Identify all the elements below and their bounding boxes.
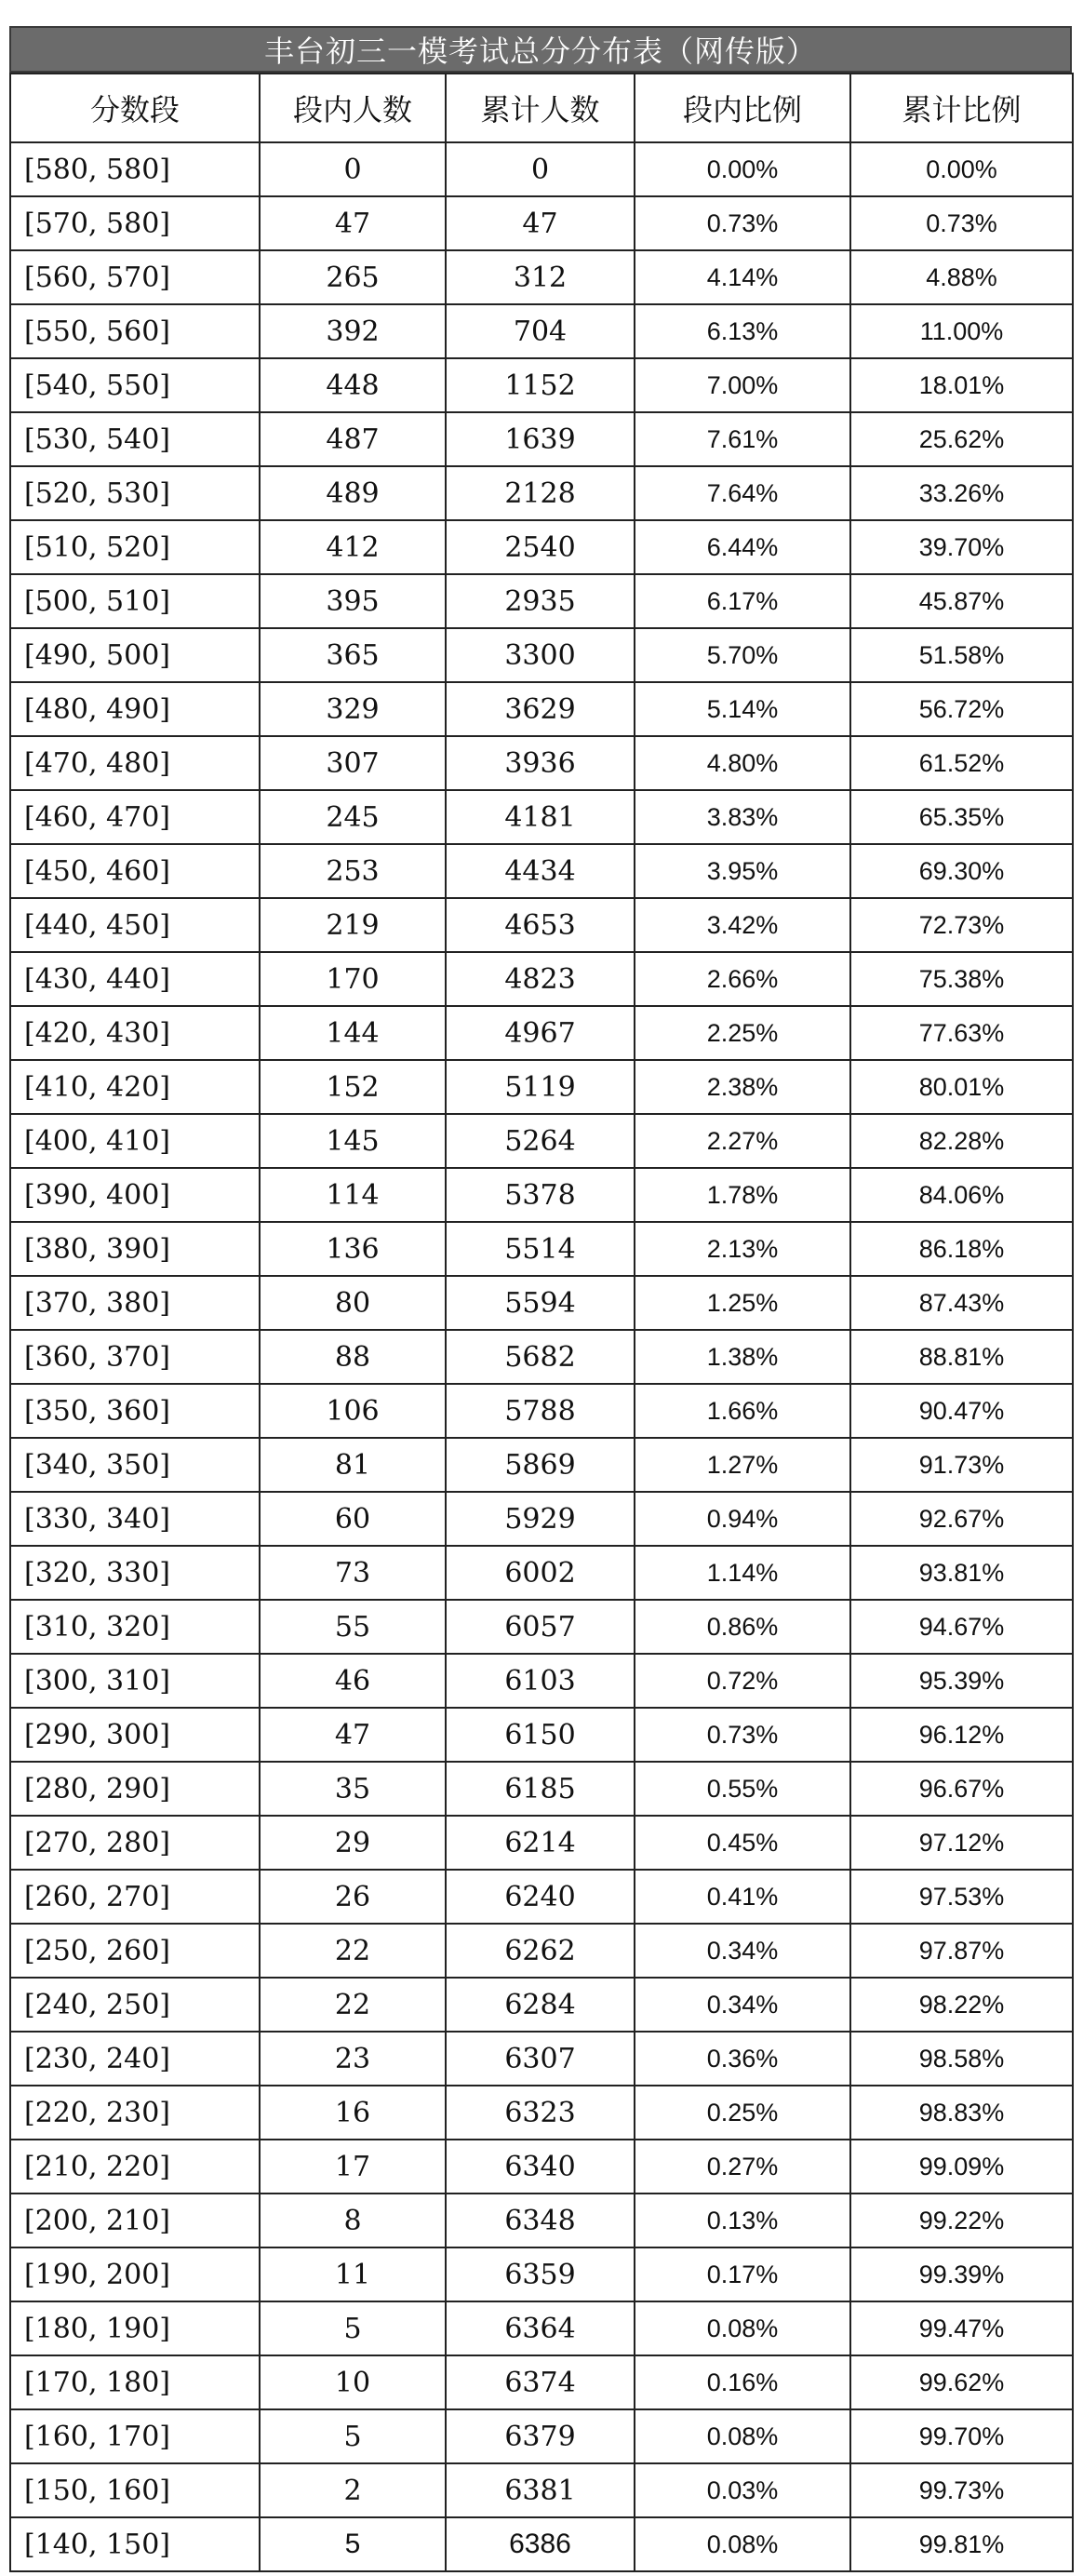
cumulative-count-cell: 0	[446, 142, 635, 196]
segment-ratio-cell: 0.55%	[635, 1762, 850, 1816]
table-row	[10, 196, 1073, 250]
cumulative-ratio-cell: 99.81%	[850, 2517, 1073, 2571]
cumulative-ratio-cell: 0.73%	[850, 196, 1073, 250]
table-row	[10, 1222, 1073, 1276]
cumulative-ratio-cell: 99.70%	[850, 2409, 1073, 2463]
segment-ratio-cell: 0.36%	[635, 2032, 850, 2086]
cumulative-ratio-cell: 99.09%	[850, 2140, 1073, 2194]
segment-count-cell: 0	[260, 142, 446, 196]
cumulative-count-cell: 704	[446, 304, 635, 358]
segment-count-cell: 106	[260, 1384, 446, 1438]
segment-count-cell: 5	[260, 2409, 446, 2463]
score-range-cell: [540, 550]	[10, 358, 260, 412]
cumulative-count-cell: 5869	[446, 1438, 635, 1492]
segment-ratio-cell: 2.66%	[635, 952, 850, 1006]
table-title: 丰台初三一模考试总分分布表（网传版）	[9, 26, 1072, 73]
table-row	[10, 2463, 1073, 2517]
segment-count-cell: 487	[260, 412, 446, 466]
cumulative-count-cell: 3300	[446, 628, 635, 682]
segment-count-cell: 412	[260, 520, 446, 574]
header-segment-ratio: 段内比例	[635, 74, 850, 142]
table-row	[10, 520, 1073, 574]
segment-ratio-cell: 1.78%	[635, 1168, 850, 1222]
table-row	[10, 1276, 1073, 1330]
cumulative-count-cell: 5929	[446, 1492, 635, 1546]
cumulative-ratio-cell: 51.58%	[850, 628, 1073, 682]
cumulative-count-cell: 2540	[446, 520, 635, 574]
segment-count-cell: 10	[260, 2355, 446, 2409]
table-row	[10, 412, 1073, 466]
score-range-cell: [300, 310]	[10, 1654, 260, 1708]
table-row	[10, 1600, 1073, 1654]
segment-ratio-cell: 2.13%	[635, 1222, 850, 1276]
cumulative-count-cell: 6359	[446, 2247, 635, 2301]
score-range-cell: [510, 520]	[10, 520, 260, 574]
table-row	[10, 898, 1073, 952]
score-range-cell: [280, 290]	[10, 1762, 260, 1816]
cumulative-count-cell: 312	[446, 250, 635, 304]
table-row	[10, 1924, 1073, 1978]
segment-count-cell: 11	[260, 2247, 446, 2301]
segment-count-cell: 22	[260, 1924, 446, 1978]
cumulative-count-cell: 1639	[446, 412, 635, 466]
score-range-cell: [320, 330]	[10, 1546, 260, 1600]
score-range-cell: [460, 470]	[10, 790, 260, 844]
table-row	[10, 1762, 1073, 1816]
segment-ratio-cell: 0.08%	[635, 2409, 850, 2463]
table-row	[10, 790, 1073, 844]
score-range-cell: [560, 570]	[10, 250, 260, 304]
cumulative-ratio-cell: 84.06%	[850, 1168, 1073, 1222]
score-range-cell: [150, 160]	[10, 2463, 260, 2517]
cumulative-ratio-cell: 97.12%	[850, 1816, 1073, 1870]
segment-ratio-cell: 2.38%	[635, 1060, 850, 1114]
segment-ratio-cell: 0.72%	[635, 1654, 850, 1708]
segment-ratio-cell: 1.25%	[635, 1276, 850, 1330]
score-range-cell: [160, 170]	[10, 2409, 260, 2463]
segment-count-cell: 88	[260, 1330, 446, 1384]
cumulative-count-cell: 6348	[446, 2194, 635, 2247]
cumulative-ratio-cell: 96.67%	[850, 1762, 1073, 1816]
score-range-cell: [370, 380]	[10, 1276, 260, 1330]
cumulative-ratio-cell: 99.22%	[850, 2194, 1073, 2247]
segment-ratio-cell: 7.00%	[635, 358, 850, 412]
table-row	[10, 1060, 1073, 1114]
cumulative-count-cell: 6374	[446, 2355, 635, 2409]
segment-ratio-cell: 0.03%	[635, 2463, 850, 2517]
table-row	[10, 844, 1073, 898]
cumulative-ratio-cell: 61.52%	[850, 736, 1073, 790]
table-row	[10, 2409, 1073, 2463]
cumulative-ratio-cell: 87.43%	[850, 1276, 1073, 1330]
score-range-cell: [450, 460]	[10, 844, 260, 898]
cumulative-count-cell: 4434	[446, 844, 635, 898]
cumulative-count-cell: 6364	[446, 2301, 635, 2355]
cumulative-ratio-cell: 4.88%	[850, 250, 1073, 304]
cumulative-count-cell: 6103	[446, 1654, 635, 1708]
score-range-cell: [360, 370]	[10, 1330, 260, 1384]
table-row	[10, 2355, 1073, 2409]
segment-count-cell: 392	[260, 304, 446, 358]
table-row	[10, 1330, 1073, 1384]
segment-count-cell: 145	[260, 1114, 446, 1168]
score-range-cell: [470, 480]	[10, 736, 260, 790]
segment-count-cell: 152	[260, 1060, 446, 1114]
segment-count-cell: 81	[260, 1438, 446, 1492]
segment-count-cell: 47	[260, 1708, 446, 1762]
cumulative-ratio-cell: 92.67%	[850, 1492, 1073, 1546]
segment-count-cell: 8	[260, 2194, 446, 2247]
table-body	[10, 142, 1073, 2571]
table-row	[10, 2517, 1073, 2571]
cumulative-ratio-cell: 77.63%	[850, 1006, 1073, 1060]
table-row	[10, 1816, 1073, 1870]
table-row	[10, 2247, 1073, 2301]
segment-count-cell: 35	[260, 1762, 446, 1816]
segment-count-cell: 114	[260, 1168, 446, 1222]
segment-count-cell: 5	[260, 2301, 446, 2355]
segment-count-cell: 46	[260, 1654, 446, 1708]
segment-count-cell: 16	[260, 2086, 446, 2140]
score-range-cell: [200, 210]	[10, 2194, 260, 2247]
segment-ratio-cell: 2.25%	[635, 1006, 850, 1060]
table-row	[10, 628, 1073, 682]
score-range-cell: [500, 510]	[10, 574, 260, 628]
cumulative-count-cell: 6386	[446, 2517, 635, 2571]
segment-count-cell: 60	[260, 1492, 446, 1546]
cumulative-ratio-cell: 97.53%	[850, 1870, 1073, 1924]
score-range-cell: [570, 580]	[10, 196, 260, 250]
cumulative-ratio-cell: 91.73%	[850, 1438, 1073, 1492]
header-cumulative-count: 累计人数	[446, 74, 635, 142]
segment-ratio-cell: 1.14%	[635, 1546, 850, 1600]
cumulative-count-cell: 5378	[446, 1168, 635, 1222]
segment-count-cell: 136	[260, 1222, 446, 1276]
table-row	[10, 952, 1073, 1006]
table-row	[10, 1438, 1073, 1492]
cumulative-count-cell: 6002	[446, 1546, 635, 1600]
segment-count-cell: 329	[260, 682, 446, 736]
table-row	[10, 1870, 1073, 1924]
segment-count-cell: 80	[260, 1276, 446, 1330]
segment-ratio-cell: 6.13%	[635, 304, 850, 358]
cumulative-ratio-cell: 93.81%	[850, 1546, 1073, 1600]
segment-count-cell: 265	[260, 250, 446, 304]
cumulative-count-cell: 6185	[446, 1762, 635, 1816]
table-row	[10, 574, 1073, 628]
cumulative-count-cell: 4181	[446, 790, 635, 844]
cumulative-ratio-cell: 39.70%	[850, 520, 1073, 574]
cumulative-ratio-cell: 90.47%	[850, 1384, 1073, 1438]
cumulative-count-cell: 5264	[446, 1114, 635, 1168]
table-row	[10, 358, 1073, 412]
score-range-cell: [190, 200]	[10, 2247, 260, 2301]
cumulative-count-cell: 5119	[446, 1060, 635, 1114]
table-row	[10, 2086, 1073, 2140]
cumulative-count-cell: 4653	[446, 898, 635, 952]
score-range-cell: [480, 490]	[10, 682, 260, 736]
cumulative-count-cell: 5594	[446, 1276, 635, 1330]
score-range-cell: [420, 430]	[10, 1006, 260, 1060]
cumulative-count-cell: 6284	[446, 1978, 635, 2032]
segment-count-cell: 47	[260, 196, 446, 250]
cumulative-ratio-cell: 99.47%	[850, 2301, 1073, 2355]
cumulative-count-cell: 3629	[446, 682, 635, 736]
segment-ratio-cell: 0.41%	[635, 1870, 850, 1924]
table-row	[10, 682, 1073, 736]
segment-ratio-cell: 0.94%	[635, 1492, 850, 1546]
segment-ratio-cell: 0.08%	[635, 2301, 850, 2355]
segment-count-cell: 448	[260, 358, 446, 412]
segment-ratio-cell: 0.13%	[635, 2194, 850, 2247]
segment-count-cell: 307	[260, 736, 446, 790]
segment-ratio-cell: 3.95%	[635, 844, 850, 898]
cumulative-count-cell: 4823	[446, 952, 635, 1006]
score-range-cell: [430, 440]	[10, 952, 260, 1006]
segment-ratio-cell: 0.86%	[635, 1600, 850, 1654]
segment-count-cell: 2	[260, 2463, 446, 2517]
table-row	[10, 2140, 1073, 2194]
score-distribution-sheet	[9, 26, 1072, 2572]
segment-count-cell: 29	[260, 1816, 446, 1870]
segment-ratio-cell: 1.38%	[635, 1330, 850, 1384]
cumulative-ratio-cell: 33.26%	[850, 466, 1073, 520]
score-range-cell: [170, 180]	[10, 2355, 260, 2409]
cumulative-ratio-cell: 80.01%	[850, 1060, 1073, 1114]
cumulative-ratio-cell: 88.81%	[850, 1330, 1073, 1384]
segment-count-cell: 26	[260, 1870, 446, 1924]
segment-count-cell: 144	[260, 1006, 446, 1060]
segment-ratio-cell: 0.16%	[635, 2355, 850, 2409]
score-range-cell: [550, 560]	[10, 304, 260, 358]
score-range-cell: [210, 220]	[10, 2140, 260, 2194]
cumulative-count-cell: 6262	[446, 1924, 635, 1978]
segment-ratio-cell: 0.25%	[635, 2086, 850, 2140]
table-row	[10, 1492, 1073, 1546]
segment-count-cell: 253	[260, 844, 446, 898]
table-row	[10, 1384, 1073, 1438]
cumulative-count-cell: 5682	[446, 1330, 635, 1384]
score-range-cell: [330, 340]	[10, 1492, 260, 1546]
cumulative-ratio-cell: 98.22%	[850, 1978, 1073, 2032]
cumulative-count-cell: 3936	[446, 736, 635, 790]
cumulative-ratio-cell: 75.38%	[850, 952, 1073, 1006]
table-row	[10, 1168, 1073, 1222]
segment-ratio-cell: 0.00%	[635, 142, 850, 196]
score-range-cell: [530, 540]	[10, 412, 260, 466]
table-row	[10, 304, 1073, 358]
segment-ratio-cell: 0.34%	[635, 1924, 850, 1978]
segment-ratio-cell: 5.70%	[635, 628, 850, 682]
table-row	[10, 250, 1073, 304]
score-range-cell: [340, 350]	[10, 1438, 260, 1492]
segment-ratio-cell: 1.66%	[635, 1384, 850, 1438]
segment-ratio-cell: 7.61%	[635, 412, 850, 466]
segment-ratio-cell: 4.14%	[635, 250, 850, 304]
segment-count-cell: 73	[260, 1546, 446, 1600]
cumulative-ratio-cell: 0.00%	[850, 142, 1073, 196]
cumulative-ratio-cell: 99.62%	[850, 2355, 1073, 2409]
segment-ratio-cell: 4.80%	[635, 736, 850, 790]
cumulative-ratio-cell: 72.73%	[850, 898, 1073, 952]
cumulative-count-cell: 6307	[446, 2032, 635, 2086]
cumulative-count-cell: 5514	[446, 1222, 635, 1276]
segment-ratio-cell: 7.64%	[635, 466, 850, 520]
segment-count-cell: 23	[260, 2032, 446, 2086]
segment-ratio-cell: 0.34%	[635, 1978, 850, 2032]
score-range-cell: [240, 250]	[10, 1978, 260, 2032]
segment-ratio-cell: 0.73%	[635, 1708, 850, 1762]
score-range-cell: [490, 500]	[10, 628, 260, 682]
segment-ratio-cell: 1.27%	[635, 1438, 850, 1492]
score-range-cell: [400, 410]	[10, 1114, 260, 1168]
segment-ratio-cell: 2.27%	[635, 1114, 850, 1168]
segment-count-cell: 55	[260, 1600, 446, 1654]
segment-count-cell: 170	[260, 952, 446, 1006]
header-cumulative-ratio: 累计比例	[850, 74, 1073, 142]
table-row	[10, 1114, 1073, 1168]
score-range-cell: [520, 530]	[10, 466, 260, 520]
table-row	[10, 142, 1073, 196]
score-range-cell: [260, 270]	[10, 1870, 260, 1924]
segment-ratio-cell: 6.17%	[635, 574, 850, 628]
cumulative-count-cell: 4967	[446, 1006, 635, 1060]
table-row	[10, 1708, 1073, 1762]
cumulative-count-cell: 6150	[446, 1708, 635, 1762]
segment-count-cell: 395	[260, 574, 446, 628]
score-range-cell: [440, 450]	[10, 898, 260, 952]
cumulative-ratio-cell: 98.58%	[850, 2032, 1073, 2086]
score-range-cell: [250, 260]	[10, 1924, 260, 1978]
cumulative-count-cell: 5788	[446, 1384, 635, 1438]
cumulative-ratio-cell: 45.87%	[850, 574, 1073, 628]
cumulative-ratio-cell: 69.30%	[850, 844, 1073, 898]
segment-count-cell: 17	[260, 2140, 446, 2194]
cumulative-count-cell: 6379	[446, 2409, 635, 2463]
table-row	[10, 1654, 1073, 1708]
segment-count-cell: 5	[260, 2517, 446, 2571]
cumulative-count-cell: 6340	[446, 2140, 635, 2194]
cumulative-count-cell: 6381	[446, 2463, 635, 2517]
cumulative-count-cell: 6323	[446, 2086, 635, 2140]
score-range-cell: [390, 400]	[10, 1168, 260, 1222]
score-range-cell: [290, 300]	[10, 1708, 260, 1762]
cumulative-ratio-cell: 11.00%	[850, 304, 1073, 358]
score-range-cell: [310, 320]	[10, 1600, 260, 1654]
cumulative-ratio-cell: 18.01%	[850, 358, 1073, 412]
segment-ratio-cell: 3.83%	[635, 790, 850, 844]
score-range-cell: [220, 230]	[10, 2086, 260, 2140]
table-row	[10, 2032, 1073, 2086]
cumulative-count-cell: 2935	[446, 574, 635, 628]
table-row	[10, 1546, 1073, 1600]
cumulative-ratio-cell: 65.35%	[850, 790, 1073, 844]
cumulative-count-cell: 2128	[446, 466, 635, 520]
cumulative-ratio-cell: 56.72%	[850, 682, 1073, 736]
cumulative-count-cell: 6057	[446, 1600, 635, 1654]
cumulative-count-cell: 6214	[446, 1816, 635, 1870]
cumulative-ratio-cell: 98.83%	[850, 2086, 1073, 2140]
table-row	[10, 1006, 1073, 1060]
table-row	[10, 2194, 1073, 2247]
cumulative-count-cell: 6240	[446, 1870, 635, 1924]
header-segment-count: 段内人数	[260, 74, 446, 142]
header-score-range: 分数段	[10, 74, 260, 142]
cumulative-ratio-cell: 97.87%	[850, 1924, 1073, 1978]
segment-ratio-cell: 0.73%	[635, 196, 850, 250]
segment-ratio-cell: 0.17%	[635, 2247, 850, 2301]
score-range-cell: [380, 390]	[10, 1222, 260, 1276]
score-range-cell: [140, 150]	[10, 2517, 260, 2571]
cumulative-count-cell: 47	[446, 196, 635, 250]
score-range-cell: [350, 360]	[10, 1384, 260, 1438]
table-row	[10, 736, 1073, 790]
cumulative-ratio-cell: 95.39%	[850, 1654, 1073, 1708]
score-range-cell: [580, 580]	[10, 142, 260, 196]
segment-ratio-cell: 3.42%	[635, 898, 850, 952]
score-range-cell: [230, 240]	[10, 2032, 260, 2086]
score-range-cell: [410, 420]	[10, 1060, 260, 1114]
segment-ratio-cell: 6.44%	[635, 520, 850, 574]
cumulative-ratio-cell: 99.73%	[850, 2463, 1073, 2517]
score-distribution-table	[9, 73, 1074, 2572]
table-row	[10, 1978, 1073, 2032]
score-range-cell: [270, 280]	[10, 1816, 260, 1870]
header-row	[10, 74, 1073, 142]
table-row	[10, 466, 1073, 520]
segment-ratio-cell: 0.27%	[635, 2140, 850, 2194]
cumulative-ratio-cell: 99.39%	[850, 2247, 1073, 2301]
segment-count-cell: 219	[260, 898, 446, 952]
cumulative-ratio-cell: 25.62%	[850, 412, 1073, 466]
score-range-cell: [180, 190]	[10, 2301, 260, 2355]
cumulative-ratio-cell: 94.67%	[850, 1600, 1073, 1654]
segment-count-cell: 22	[260, 1978, 446, 2032]
cumulative-ratio-cell: 82.28%	[850, 1114, 1073, 1168]
segment-ratio-cell: 0.08%	[635, 2517, 850, 2571]
segment-count-cell: 365	[260, 628, 446, 682]
cumulative-ratio-cell: 86.18%	[850, 1222, 1073, 1276]
segment-ratio-cell: 5.14%	[635, 682, 850, 736]
cumulative-ratio-cell: 96.12%	[850, 1708, 1073, 1762]
table-row	[10, 2301, 1073, 2355]
cumulative-count-cell: 1152	[446, 358, 635, 412]
segment-count-cell: 489	[260, 466, 446, 520]
segment-ratio-cell: 0.45%	[635, 1816, 850, 1870]
segment-count-cell: 245	[260, 790, 446, 844]
